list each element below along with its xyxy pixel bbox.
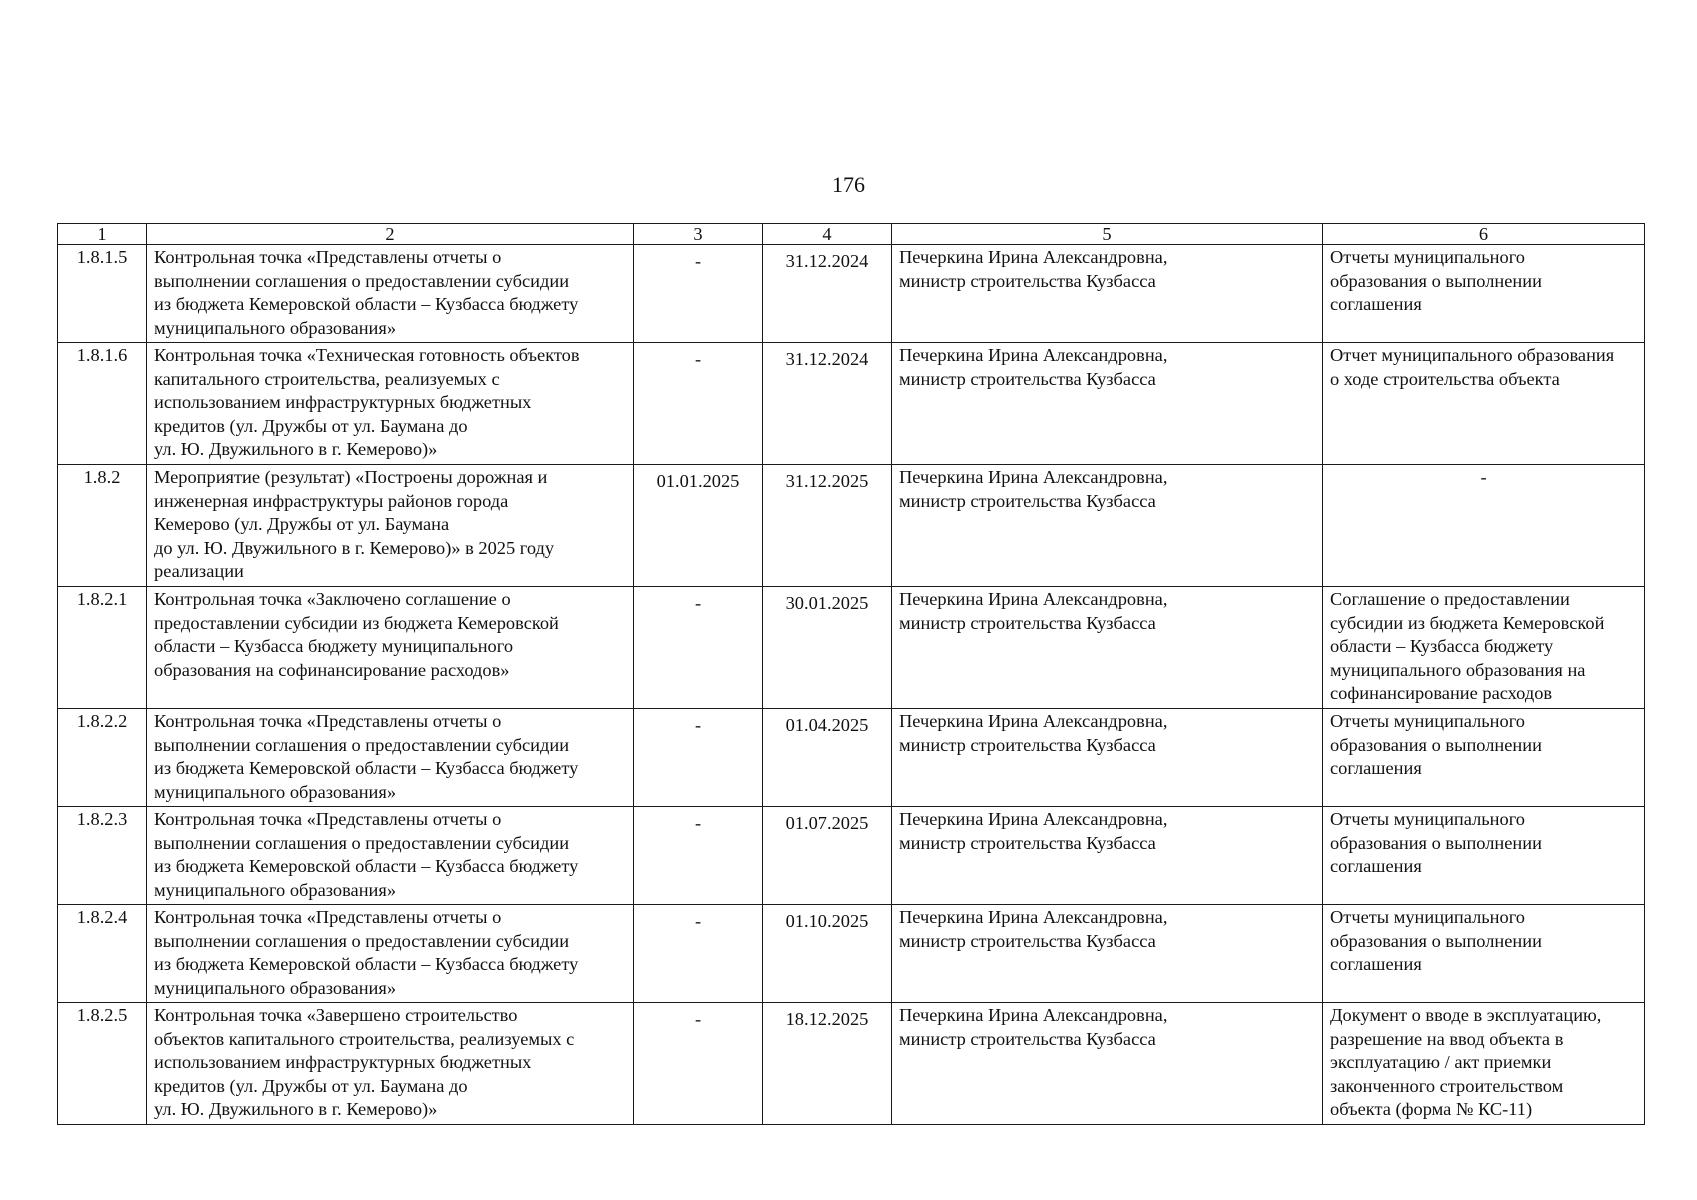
row-start-date: -: [634, 245, 763, 343]
row-name: Контрольная точка «Представлены отчеты о выполнении соглашения о предоставлении субсидии из бюджета Кемеровской области – Кузбасса бюджету муниципального образования»: [147, 709, 634, 807]
row-responsible: Печеркина Ирина Александровна, министр строительства Кузбасса: [892, 245, 1323, 343]
row-responsible: Печеркина Ирина Александровна, министр строительства Кузбасса: [892, 905, 1323, 1003]
row-start-date: 01.01.2025: [634, 465, 763, 587]
column-header: 6: [1323, 224, 1645, 245]
row-end-date: 01.04.2025: [763, 709, 892, 807]
row-end-date: 31.12.2024: [763, 343, 892, 465]
row-start-date: -: [634, 905, 763, 1003]
row-responsible: Печеркина Ирина Александровна, министр строительства Кузбасса: [892, 465, 1323, 587]
row-responsible: Печеркина Ирина Александровна, министр строительства Кузбасса: [892, 807, 1323, 905]
schedule-table: [57, 223, 1645, 1125]
table-row: [58, 709, 1645, 807]
row-end-date: 01.10.2025: [763, 905, 892, 1003]
row-number: 1.8.1.6: [58, 343, 147, 465]
row-result: Отчеты муниципального образования о выполнении соглашения: [1323, 905, 1645, 1003]
row-end-date: 31.12.2025: [763, 465, 892, 587]
page-number: 176: [832, 172, 865, 197]
column-header: 1: [58, 224, 147, 245]
row-result: -: [1323, 465, 1645, 587]
row-number: 1.8.2.4: [58, 905, 147, 1003]
row-start-date: -: [634, 587, 763, 709]
row-name: Контрольная точка «Представлены отчеты о выполнении соглашения о предоставлении субсидии из бюджета Кемеровской области – Кузбасса бюджету муниципального образования»: [147, 245, 634, 343]
table-row: [58, 343, 1645, 465]
row-end-date: 31.12.2024: [763, 245, 892, 343]
row-name: Мероприятие (результат) «Построены дорожная и инженерная инфраструктуры районов города Кемерово (ул. Дружбы от ул. Баумана до ул. Ю. Двужильного в г. Кемерово)» в 2025 году реализации: [147, 465, 634, 587]
row-start-date: -: [634, 1003, 763, 1125]
row-result: Отчеты муниципального образования о выполнении соглашения: [1323, 245, 1645, 343]
column-header: 5: [892, 224, 1323, 245]
row-name: Контрольная точка «Представлены отчеты о выполнении соглашения о предоставлении субсидии из бюджета Кемеровской области – Кузбасса бюджету муниципального образования»: [147, 905, 634, 1003]
row-end-date: 01.07.2025: [763, 807, 892, 905]
row-responsible: Печеркина Ирина Александровна, министр строительства Кузбасса: [892, 1003, 1323, 1125]
row-number: 1.8.2.5: [58, 1003, 147, 1125]
row-name: Контрольная точка «Заключено соглашение о предоставлении субсидии из бюджета Кемеровской области – Кузбасса бюджету муниципального образования на софинансирование расходов»: [147, 587, 634, 709]
row-result: Отчеты муниципального образования о выполнении соглашения: [1323, 807, 1645, 905]
row-name: Контрольная точка «Техническая готовность объектов капитального строительства, реализуемых с использованием инфраструктурных бюджетных кредитов (ул. Дружбы от ул. Баумана до ул. Ю. Двужильного в г. Кемерово)»: [147, 343, 634, 465]
table-row: [58, 807, 1645, 905]
row-result: Отчет муниципального образования о ходе строительства объекта: [1323, 343, 1645, 465]
row-responsible: Печеркина Ирина Александровна, министр строительства Кузбасса: [892, 709, 1323, 807]
table-row: [58, 587, 1645, 709]
table-row: [58, 1003, 1645, 1125]
row-start-date: -: [634, 343, 763, 465]
row-number: 1.8.1.5: [58, 245, 147, 343]
row-result: Документ о вводе в эксплуатацию, разрешение на ввод объекта в эксплуатацию / акт приемки законченного строительством объекта (форма № КС-11): [1323, 1003, 1645, 1125]
table-row: [58, 465, 1645, 587]
column-header: 2: [147, 224, 634, 245]
row-end-date: 30.01.2025: [763, 587, 892, 709]
row-start-date: -: [634, 807, 763, 905]
row-number: 1.8.2.2: [58, 709, 147, 807]
table-header-row: [58, 224, 1645, 245]
row-end-date: 18.12.2025: [763, 1003, 892, 1125]
row-responsible: Печеркина Ирина Александровна, министр строительства Кузбасса: [892, 343, 1323, 465]
row-start-date: -: [634, 709, 763, 807]
column-header: 3: [634, 224, 763, 245]
column-header: 4: [763, 224, 892, 245]
row-name: Контрольная точка «Завершено строительство объектов капитального строительства, реализуемых с использованием инфраструктурных бюджетных кредитов (ул. Дружбы от ул. Баумана до ул. Ю. Двужильного в г. Кемерово)»: [147, 1003, 634, 1125]
row-name: Контрольная точка «Представлены отчеты о выполнении соглашения о предоставлении субсидии из бюджета Кемеровской области – Кузбасса бюджету муниципального образования»: [147, 807, 634, 905]
row-responsible: Печеркина Ирина Александровна, министр строительства Кузбасса: [892, 587, 1323, 709]
table-row: [58, 905, 1645, 1003]
row-result: Отчеты муниципального образования о выполнении соглашения: [1323, 709, 1645, 807]
row-result: Соглашение о предоставлении субсидии из бюджета Кемеровской области – Кузбасса бюджету муниципального образования на софинансирование расходов: [1323, 587, 1645, 709]
row-number: 1.8.2.1: [58, 587, 147, 709]
table-row: [58, 245, 1645, 343]
row-number: 1.8.2: [58, 465, 147, 587]
row-number: 1.8.2.3: [58, 807, 147, 905]
